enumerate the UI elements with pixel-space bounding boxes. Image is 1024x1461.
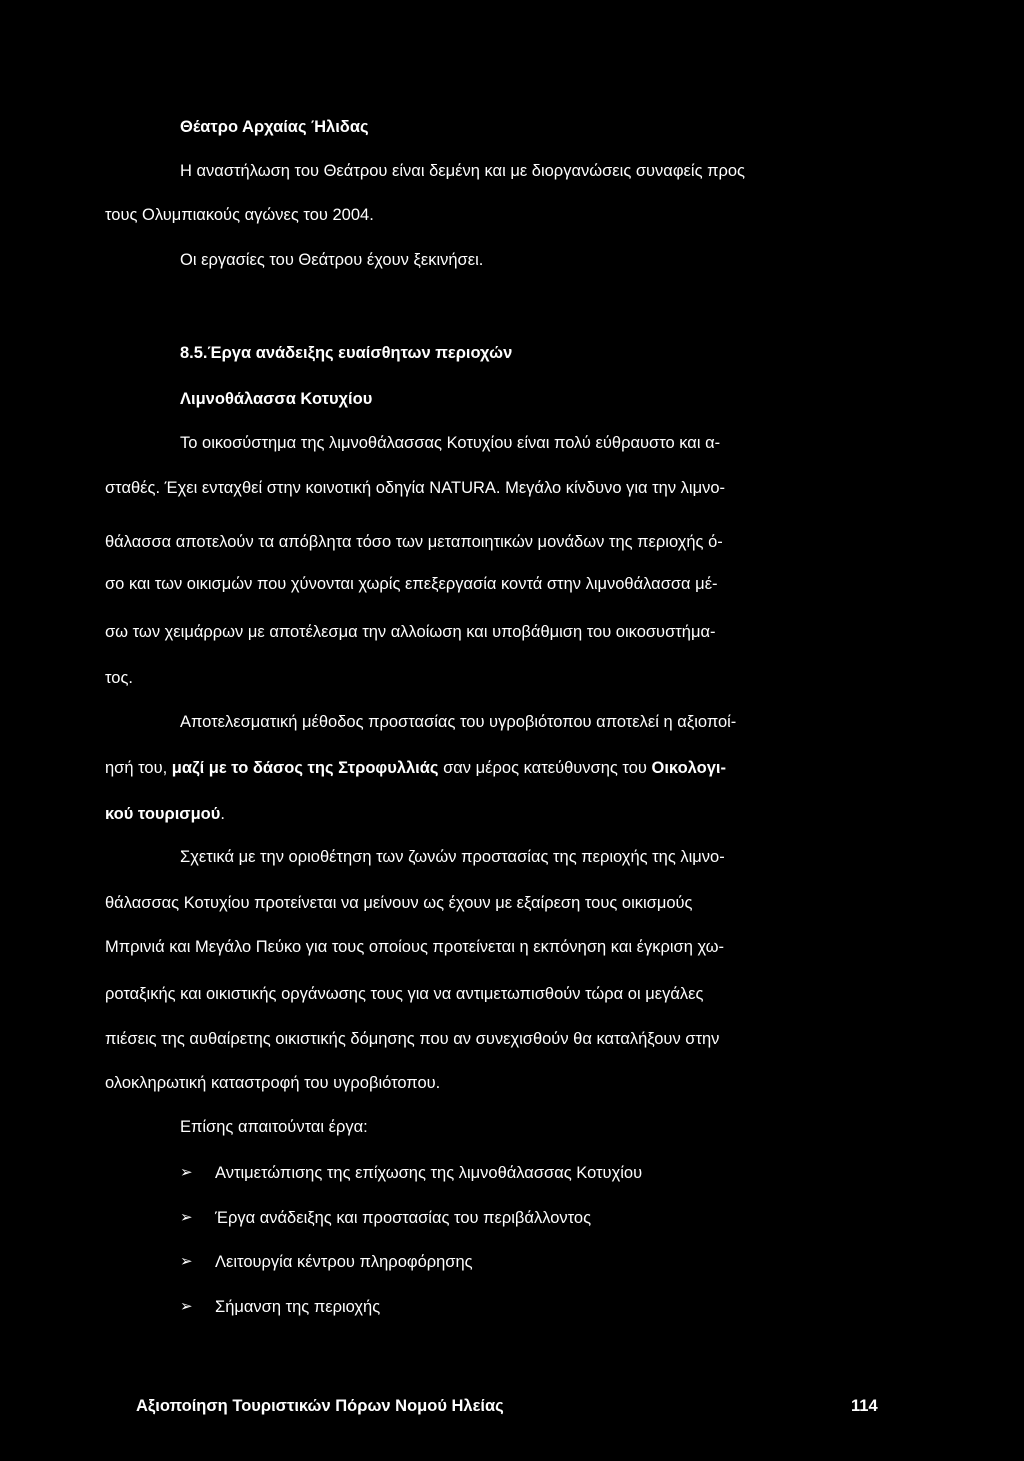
para2-bold-eco: Οικολογι- [651, 759, 726, 777]
arrow-bullet-icon: ➢ [180, 1209, 193, 1226]
para2-bold-forest: μαζί με το δάσος της Στροφυλλιάς [171, 759, 439, 777]
para1-line-5: σω των χειμάρρων με αποτέλεσμα την αλλοίωση και υποβάθμιση του οικοσυστήμα- [105, 623, 716, 641]
arrow-bullet-icon: ➢ [180, 1298, 193, 1315]
page-number: 114 [851, 1397, 878, 1415]
arrow-bullet-icon: ➢ [180, 1253, 193, 1270]
para3-line-2: θάλασσας Κοτυχίου προτείνεται να μείνουν ως έχουν με εξαίρεση τους οικισμούς [105, 894, 693, 912]
para1-line-1: Το οικοσύστημα της λιμνοθάλασσας Κοτυχίου είναι πολύ εύθραυστο και α- [180, 434, 721, 452]
arrow-bullet-icon: ➢ [180, 1164, 193, 1181]
para2-text-a: ησή του, [105, 759, 172, 777]
theatre-heading: Θέατρο Αρχαίας Ήλιδας [180, 118, 369, 136]
para3-line-5: πιέσεις της αυθαίρετης οικιστικής δόμησης που αν συνεχισθούν θα καταλήξουν στην [105, 1030, 720, 1048]
para2-line-3 [105, 804, 225, 824]
works-item-3: Λειτουργία κέντρου πληροφόρησης [215, 1253, 473, 1271]
para2-bold-tourism: κού τουρισμού [105, 805, 221, 823]
works-item-4: Σήμανση της περιοχής [215, 1298, 381, 1316]
theatre-line-2: τους Ολυμπιακούς αγώνες του 2004. [105, 206, 374, 224]
para1-line-6: τος. [105, 669, 133, 687]
subsection-heading: Λιμνοθάλασσα Κοτυχίου [180, 390, 373, 408]
works-intro: Επίσης απαιτούνται έργα: [180, 1118, 368, 1136]
para3-line-4: ροταξικής και οικιστικής οργάνωσης τους για να αντιμετωπισθούν τώρα οι μεγάλες [105, 985, 704, 1003]
para1-line-2: σταθές. Έχει ενταχθεί στην κοινοτική οδηγία NATURA. Μεγάλο κίνδυνο για την λιμνο- [105, 479, 726, 497]
works-item-2: Έργα ανάδειξης και προστασίας του περιβάλλοντος [215, 1209, 592, 1227]
works-item-1: Αντιμετώπισης της επίχωσης της λιμνοθάλασσας Κοτυχίου [215, 1164, 643, 1182]
para2-line-1: Αποτελεσματική μέθοδος προστασίας του υγροβιότοπου αποτελεί η αξιοποί- [180, 713, 737, 731]
para3-line-3: Μπρινιά και Μεγάλο Πεύκο για τους οποίους προτείνεται η εκπόνηση και έγκριση χω- [105, 938, 725, 956]
theatre-line-1: Η αναστήλωση του Θεάτρου είναι δεμένη και με διοργανώσεις συναφείς προς [180, 162, 746, 180]
footer-title: Αξιοποίηση Τουριστικών Πόρων Νομού Ηλείας [136, 1397, 504, 1415]
para3-line-1: Σχετικά με την οριοθέτηση των ζωνών προστασίας της περιοχής της λιμνο- [180, 848, 725, 866]
para1-line-4: σο και των οικισμών που χύνονται χωρίς επεξεργασία κοντά στην λιμνοθάλασσα μέ- [105, 575, 718, 593]
theatre-line-3: Οι εργασίες του Θεάτρου έχουν ξεκινήσει. [180, 251, 484, 269]
section-heading: 8.5.Έργα ανάδειξης ευαίσθητων περιοχών [180, 344, 513, 362]
para2-period: . [220, 805, 225, 823]
para2-text-c: σαν μέρος κατεύθυνσης του [438, 759, 652, 777]
para1-line-3: θάλασσα αποτελούν τα απόβλητα τόσο των μεταποιητικών μονάδων της περιοχής ό- [105, 533, 723, 551]
para3-line-6: ολοκληρωτική καταστροφή του υγροβιότοπου. [105, 1074, 441, 1092]
para2-line-2 [105, 758, 726, 778]
